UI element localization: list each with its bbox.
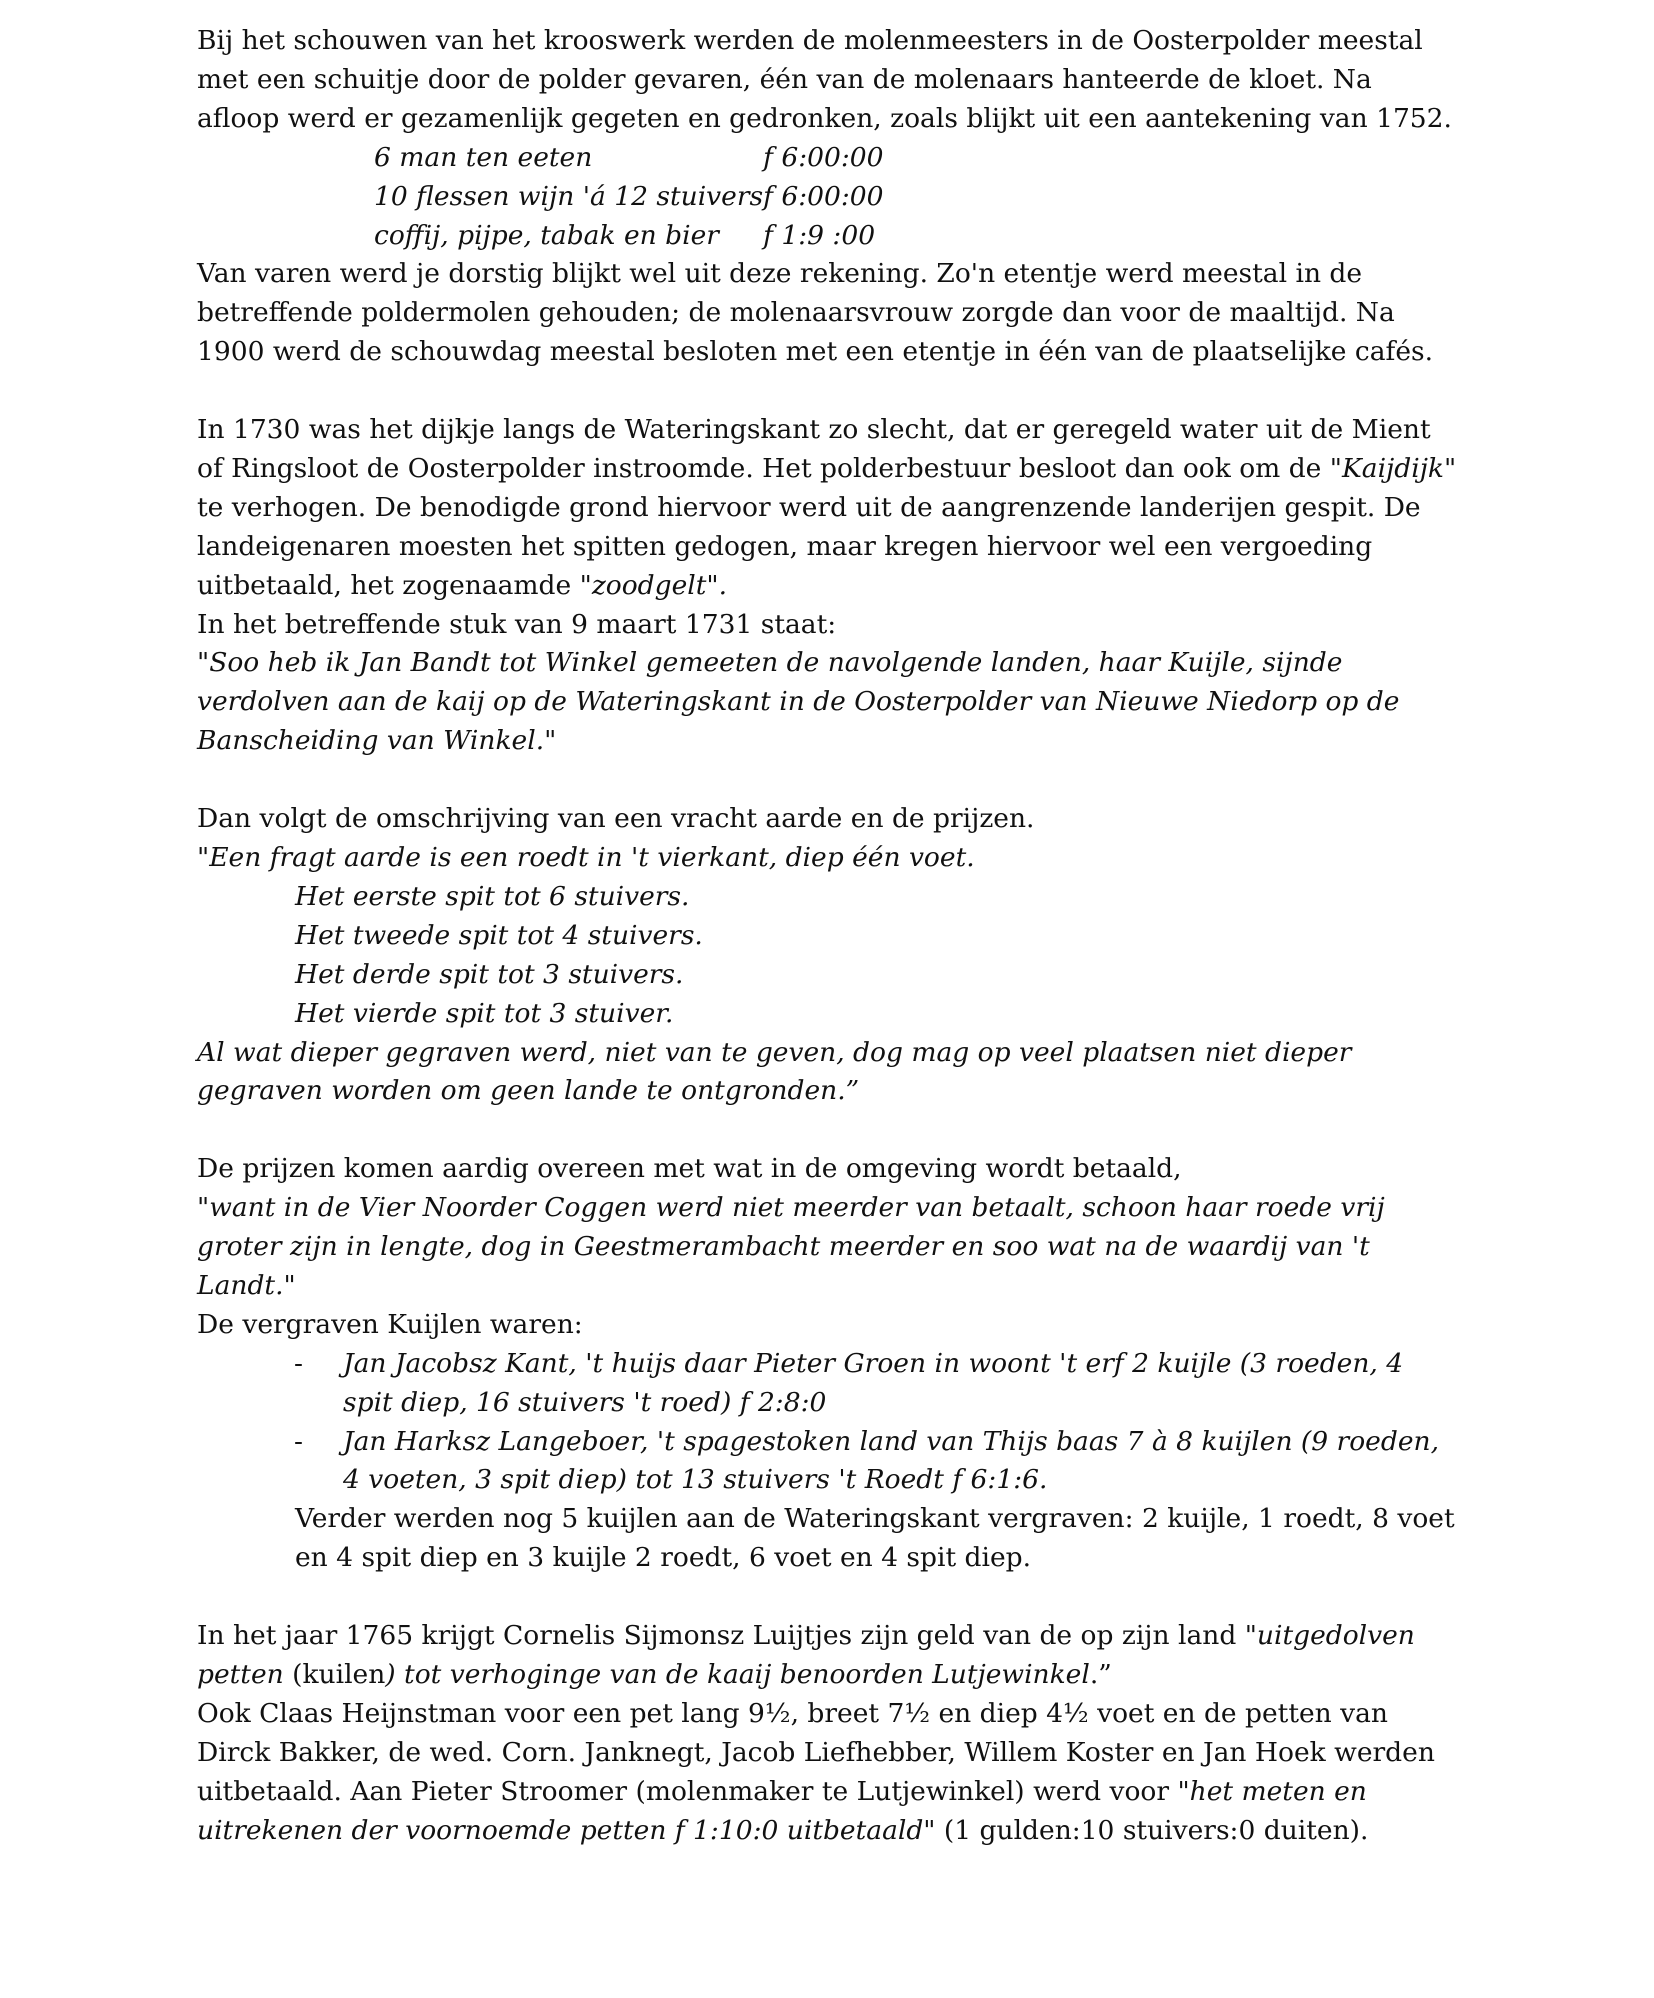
expense-row [374, 217, 884, 256]
paragraph-heijnstman [197, 1695, 1457, 1851]
italic-quote: "het meten en uitrekenen der voornoemde petten f 1:10:0 uitbetaald" [197, 1775, 1367, 1846]
quote-dieper-gegraven: Al wat dieper gegraven werd, niet van te geven, dog mag op veel plaatsen niet dieper gegraven worden om geen lande te ontgronden.” [197, 1036, 1352, 1107]
expense-price: f 1:9 :00 [763, 219, 876, 251]
paragraph-dorstig: Van varen werd je dorstig blijkt wel uit deze rekening. Zo'n etentje werd meestal in de betreffende poldermolen gehouden; de molenaarsvrouw zorgde dan voor de maaltijd. Na 1900 werd de schouwdag meestal besloten met een etentje in één van de plaatselijke cafés. [197, 258, 1434, 368]
expense-row [374, 139, 884, 178]
text-run: In het jaar 1765 krijgt Cornelis Sijmonsz Luijtjes zijn geld van de op zijn land [197, 1620, 1245, 1652]
paragraph-1765 [197, 1617, 1457, 1695]
expense-item: 10 flessen wijn 'á 12 stuivers [374, 180, 764, 212]
kuijlen-list [197, 1345, 1457, 1501]
paragraph-spacer [197, 1578, 1457, 1617]
text-run: .” [1089, 1659, 1112, 1690]
quote-jan-bandt: "Soo heb ik Jan Bandt tot Winkel gemeeten de navolgende landen, haar Kuijle, sijnde verdolven aan de kaij op de Wateringskant in de Oosterpolder van Nieuwe Niedorp op de Banscheiding van Winkel." [197, 647, 1400, 757]
paragraph-spacer [197, 372, 1457, 411]
italic-quote: "uitgedolven petten [197, 1620, 1415, 1690]
expense-price: f 6:00:00 [763, 180, 884, 212]
italic-term: "zoodgelt". [579, 569, 728, 601]
paragraph-spacer [197, 761, 1457, 800]
expense-price: f 6:00:00 [763, 141, 884, 173]
expense-table [374, 139, 884, 256]
paragraph-kaijdijk [197, 411, 1457, 606]
expense-row [374, 178, 884, 217]
spit-line: Het vierde spit tot 3 stuiver. [295, 997, 674, 1029]
list-item-text: Jan Jacobsz Kant, 't huijs daar Pieter Groen in woont 't erf 2 kuijle (3 roeden, 4 spit diep, 16 stuivers 't roed) f 2:8:0 [343, 1347, 1404, 1418]
quote-fragt-aarde: "Een fragt aarde is een roedt in 't vierkant, diep één voet. [197, 842, 975, 873]
italic-term: "Kaijdijk" [1329, 452, 1457, 484]
list-item [197, 1423, 1457, 1501]
paragraph-spacer [197, 1111, 1457, 1150]
list-dash: - [294, 1347, 303, 1379]
text-run: (1 gulden:10 stuivers:0 duiten). [935, 1814, 1369, 1846]
paragraph-verder-kuijlen: Verder werden nog 5 kuijlen aan de Wateringskant vergraven: 2 kuijle, 1 roedt, 8 voet en 4 spit diep en 3 kuijle 2 roedt, 6 voet en 4 spit diep. [295, 1503, 1455, 1574]
list-dash: - [294, 1425, 303, 1457]
italic-quote: ) tot verhoginge van de kaaij benoorden Lutjewinkel [385, 1659, 1090, 1690]
spit-line: Het tweede spit tot 4 stuivers. [295, 919, 703, 951]
spit-line: Het eerste spit tot 6 stuivers. [295, 880, 690, 912]
paragraph-prijzen: De prijzen komen aardig overeen met wat in de omgeving wordt betaald, [197, 1153, 1182, 1185]
paragraph-krooswerk: Bij het schouwen van het krooswerk werden de molenmeesters in de Oosterpolder meestal met een schuitje door de polder gevaren, één van de molenaars hanteerde de kloet. Na afloop werd er gezamenlijk gegeten en gedronken, zoals blijkt uit een aantekening van 1752. [197, 25, 1452, 134]
paragraph-stuk-1731: In het betreffende stuk van 9 maart 1731 staat: [197, 608, 837, 640]
expense-item: coffij, pijpe, tabak en bier [374, 219, 719, 251]
text-run: (kuilen [283, 1659, 386, 1690]
text-run: In 1730 was het dijkje langs de Wateringskant zo slecht, dat er geregeld water uit de Mient of Ringsloot de Oosterpolder instroomde. Het polderbestuur besloot dan ook om de [197, 414, 1431, 484]
text-run: te verhogen. De benodigde grond hiervoor werd uit de aangrenzende landerijen gespit. De landeigenaren moesten het spitten gedogen, maar kregen hiervoor wel een vergoeding uitbetaald, het zogenaamde [197, 491, 1421, 601]
list-item-text: Jan Harksz Langeboer, 't spagestoken land van Thijs baas 7 à 8 kuijlen (9 roeden, 4 voeten, 3 spit diep) tot 13 stuivers 't Roedt f 6:1:6. [343, 1425, 1439, 1496]
quote-noorder-coggen: "want in de Vier Noorder Coggen werd niet meerder van betaalt, schoon haar roede vrij groter zijn in lengte, dog in Geestmerambacht meerder en soo wat na de waardij van 't Landt." [197, 1192, 1385, 1301]
paragraph-vracht-aarde: Dan volgt de omschrijving van een vracht aarde en de prijzen. [197, 803, 1035, 835]
text-run: Ook Claas Heijnstman voor een pet lang 9½, breet 7½ en diep 4½ voet en de petten van Dirck Bakker, de wed. Corn. Janknegt, Jacob Liefhebber, Willem Koster en Jan Hoek werden uitbetaald. Aan Pieter Stroomer (molenmaker te Lutjewinkel) werd voor [197, 1697, 1435, 1807]
document-page [197, 22, 1457, 1851]
expense-item: 6 man ten eeten [374, 141, 593, 173]
spit-line: Het derde spit tot 3 stuivers. [295, 958, 684, 990]
paragraph-vergraven-kuijlen: De vergraven Kuijlen waren: [197, 1308, 583, 1340]
list-item [197, 1345, 1457, 1423]
